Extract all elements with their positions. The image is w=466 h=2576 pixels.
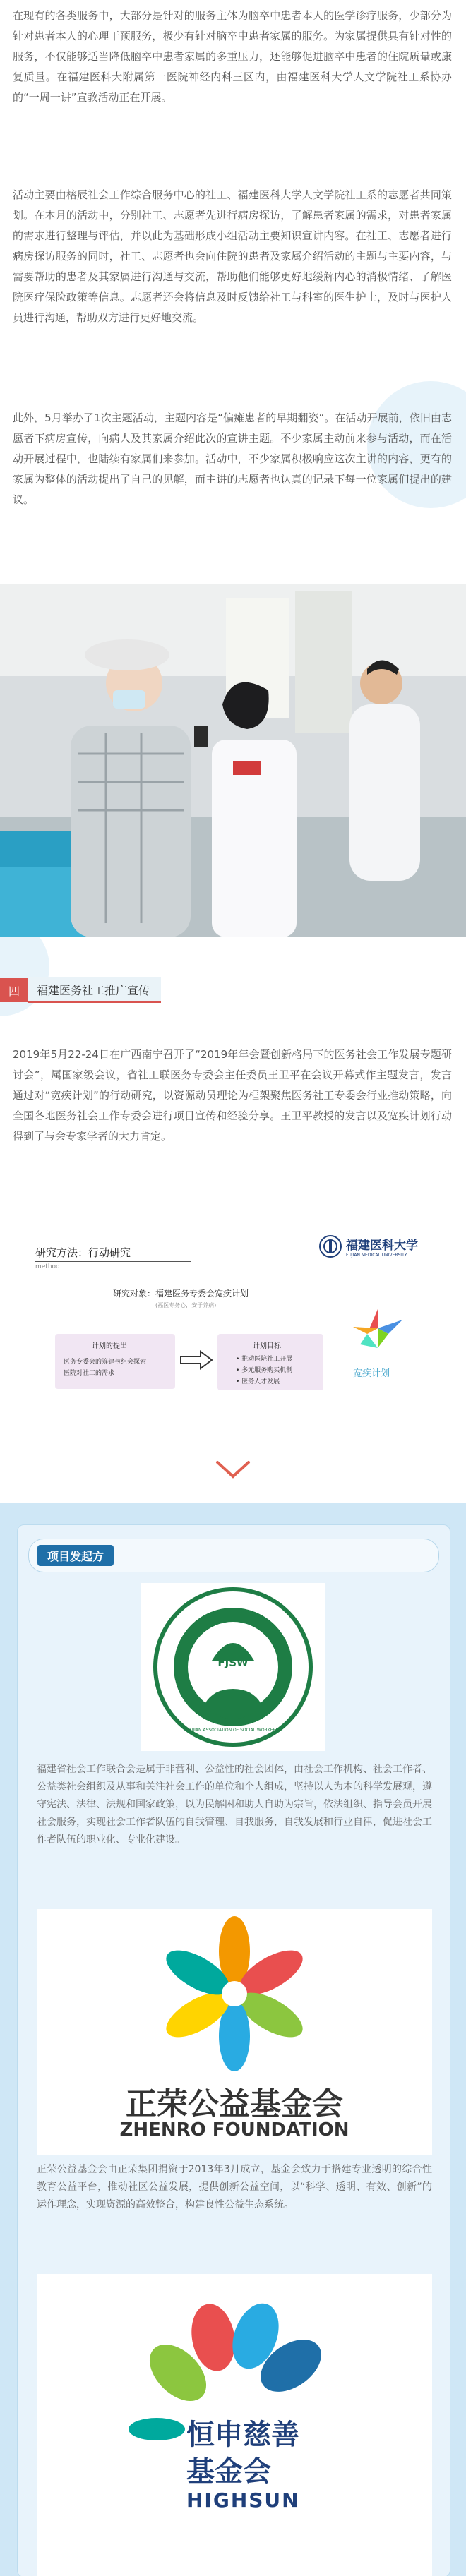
- paper-crane-icon: [346, 1306, 410, 1362]
- plan-goal-title: 计划目标: [253, 1342, 281, 1350]
- slide-header-text: 研究方法：行动研究: [35, 1246, 131, 1259]
- highsun-name-cn-2: 基金会: [186, 2455, 271, 2488]
- highsun-name-cn-1: 恒申慈善: [186, 2419, 299, 2451]
- university-name-en: FUJIAN MEDICAL UNIVERSITY: [346, 1253, 407, 1258]
- sponsor-tag: 项目发起方: [37, 1545, 114, 1566]
- zhenro-logo-card: [37, 1909, 432, 2155]
- research-note: (福医专务心，安于养病): [155, 1302, 217, 1308]
- plan-goal-line-1: • 推动医院社工开展: [236, 1356, 293, 1363]
- fjsw-badge-text: FJSW: [217, 1656, 249, 1669]
- slide-subheader: method: [35, 1263, 60, 1270]
- activity-photo: [0, 584, 466, 937]
- plan-goal-box: [217, 1334, 323, 1390]
- plan-proposal-box: [55, 1334, 175, 1389]
- zhenro-description: 正荣公益基金会由正荣集团捐资于2013年3月成立，基金会致力于搭建专业透明的综合性教育公益平台，推动社区公益发展，提供创新公益空间，以“科学、透明、有效、创新”的运作理念，实现资源的高效整合，构建良性公益生态系统。: [37, 2164, 432, 2210]
- fjsw-ring-top: 福建省社会工作联合会: [198, 1600, 268, 1608]
- zhenro-name-cn: 正荣公益基金会: [126, 2086, 343, 2122]
- intro-paragraph-1: 在现有的各类服务中，大部分是针对的服务主体为脑卒中患者本人的医学诊疗服务，少部分为针对患者本人的心理干预服务，极少有针对脑卒中患者家属的服务。为家属提供具有针对性的服务，不仅能够适当降低脑卒中患者家属的多重压力，还能够促进脑卒中患者的住院质量或康复质量。在福建医科大附属第一医院神经内科三区内，由福建医科大学人文学院社工系协办的“一周一讲”宣教活动正在开展。: [13, 9, 452, 104]
- highsun-name-en: HIGHSUN: [186, 2488, 300, 2512]
- university-name: 福建医科大学: [346, 1239, 418, 1253]
- plan-goal-line-3: • 医务人才发展: [236, 1378, 280, 1385]
- section-number: 四: [0, 978, 28, 1002]
- plan-proposal-line-1: 医务专委会的筹建与组会探索: [64, 1359, 147, 1366]
- arrow-right-icon: [179, 1349, 213, 1371]
- crane-label: 宽疾计划: [353, 1368, 390, 1379]
- zhenro-name-en: ZHENRO FOUNDATION: [119, 2119, 350, 2141]
- fjsw-logo-card: [141, 1583, 325, 1751]
- section-title: 福建医务社工推广宣传: [28, 977, 161, 1003]
- ward-scene-image: [0, 584, 466, 937]
- section4-paragraph: 2019年5月22-24日在广西南宁召开了“2019年年会暨创新格局下的医务社会工作发展专题研讨会”，属国家级会议，省社工联医务专委会主任委员王卫平在会议开幕式作主题发言，发言通过对“宽疾计划”的行动研究，以资源动员理论为框架聚焦医务社工专委会行业推动策略，向全国各地医务社会工作专委会进行项目宣传和经验分享。王卫平教授的发言以及宽疾计划行动得到了与会专家学者的大力肯定。: [13, 1048, 452, 1143]
- research-subject: 研究对象：福建医务专委会宽疾计划: [113, 1289, 249, 1299]
- research-slide: [14, 1228, 452, 1461]
- intro-paragraph-3: 此外，5月举办了1次主题活动，主题内容是“偏瘫患者的早期翻姿”。在活动开展前，依旧由志愿者下病房宣传，向病人及其家属介绍此次的宣讲主题。不少家属主动前来参与活动，而在活动开展过程中，也陆续有家属们来参加。活动中，不少家属积极响应这次主讲的内容，更有的家属为整体的活动提出了自己的见解，而主讲的志愿者也认真的记录下每一位家属们提出的建议。: [13, 411, 452, 506]
- university-emblem-icon: [319, 1235, 342, 1258]
- section-header: [0, 977, 161, 1003]
- fjsw-description: 福建省社会工作联合会是属于非营利、公益性的社会团体，由社会工作机构、社会工作者、公益类社会组织及从事和关注社会工作的单位和个人组成，坚持以人为本的科学发展观，遵守宪法、法律、法规和国家政策，以为民解困和助人自助为宗旨，依法组织、指导会员开展社会服务，实现社会工作者队伍的自我管理、自我服务，自我发展和行业自律，促进社会工作者队伍的职业化、专业化建设。: [37, 1764, 432, 1846]
- highsun-logo-card: [37, 2274, 432, 2576]
- chevron-down-icon: [212, 1455, 254, 1483]
- plan-goal-line-2: • 多元服务购买机制: [236, 1367, 293, 1374]
- plan-proposal-line-2: 医院对社工的需求: [64, 1370, 115, 1377]
- sponsor-tag-row: [28, 1539, 439, 1572]
- fjsw-ring-bottom: FUJIAN ASSOCIATION OF SOCIAL WORKERS: [187, 1728, 279, 1733]
- university-logo: [319, 1235, 418, 1258]
- slide-header: [35, 1245, 191, 1262]
- intro-paragraph-2: 活动主要由榕辰社会工作综合服务中心的社工、福建医科大学人文学院社工系的志愿者共同策划。在本月的活动中，分别社工、志愿者先进行病房探访，了解患者家属的需求，对患者家属的需求进行整理与评估，并以此为基础形成小组活动主要知识宣讲内容。在社工、志愿者进行病房探访服务的同时，社工、志愿者也会向住院的患者及家属介绍活动的主题与主要内容，与需要帮助的患者及其家属进行沟通与交流，帮助他们能够更好地缓解内心的消极情绪、了解医院医疗保险政策等信息。志愿者还会将信息及时反馈给社工与科室的医生护士，及时与医护人员进行沟通，帮助双方进行更好地交流。: [13, 188, 452, 324]
- plan-proposal-title: 计划的提出: [92, 1342, 127, 1350]
